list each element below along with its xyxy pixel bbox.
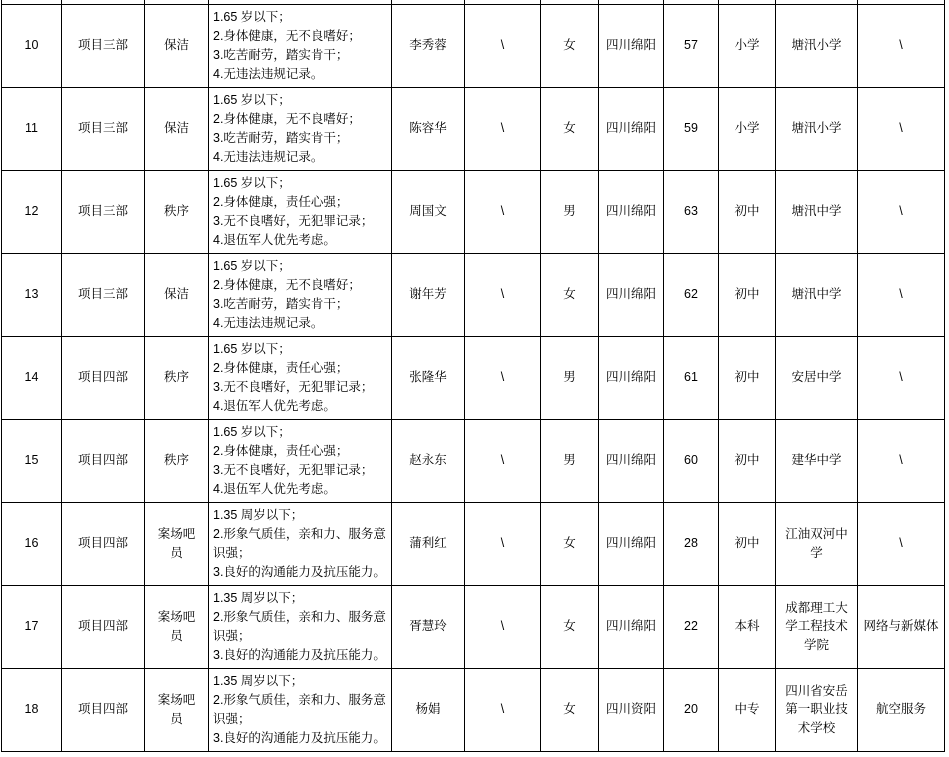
cell-age: 59	[664, 87, 719, 170]
cell-school: 塘汛小学	[776, 4, 858, 87]
cell-gender: 女	[541, 253, 599, 336]
cell-resume-slash: \	[465, 253, 541, 336]
cell-department: 项目三部	[62, 4, 145, 87]
cell-requirements	[209, 170, 392, 253]
cell-department: 项目三部	[62, 253, 145, 336]
cell-department: 项目四部	[62, 419, 145, 502]
requirement-line: 3.无不良嗜好，无犯罪记录；	[213, 379, 374, 394]
cell-requirements	[209, 419, 392, 502]
requirement-line: 1.65 岁以下；	[213, 92, 291, 107]
cell-department: 项目三部	[62, 87, 145, 170]
cell-major: \	[858, 87, 945, 170]
cell-age: 60	[664, 419, 719, 502]
requirement-line: 4.退伍军人优先考虑。	[213, 398, 336, 413]
cell-major: \	[858, 253, 945, 336]
requirement-line: 4.无违法违规记录。	[213, 315, 324, 330]
cell-name: 李秀蓉	[392, 4, 465, 87]
cell-resume-slash: \	[465, 502, 541, 585]
cell-school: 四川省安岳第一职业技术学校	[776, 668, 858, 751]
requirement-line: 3.良好的沟通能力及抗压能力。	[213, 730, 386, 745]
cell-name: 谢年芳	[392, 253, 465, 336]
cell-age: 20	[664, 668, 719, 751]
table-row	[2, 502, 945, 585]
cell-position: 秩序	[145, 336, 209, 419]
cell-education: 初中	[719, 502, 776, 585]
cell-education: 小学	[719, 4, 776, 87]
table-row	[2, 170, 945, 253]
cell-gender: 女	[541, 4, 599, 87]
requirement-line: 2.身体健康，无不良嗜好；	[213, 111, 361, 126]
cell-position: 保洁	[145, 87, 209, 170]
cell-gender: 男	[541, 170, 599, 253]
cell-serial-number: 10	[2, 4, 62, 87]
requirement-line: 1.65 岁以下；	[213, 9, 291, 24]
cell-age: 57	[664, 4, 719, 87]
cell-gender: 男	[541, 419, 599, 502]
cell-major: 航空服务	[858, 668, 945, 751]
cell-serial-number: 12	[2, 170, 62, 253]
cell-education: 小学	[719, 87, 776, 170]
cell-name: 周国文	[392, 170, 465, 253]
requirement-line: 1.35 周岁以下；	[213, 507, 304, 522]
cell-school: 塘汛中学	[776, 253, 858, 336]
cell-resume-slash: \	[465, 668, 541, 751]
cell-school: 安居中学	[776, 336, 858, 419]
cell-origin: 四川绵阳	[599, 502, 664, 585]
cell-education: 初中	[719, 336, 776, 419]
requirement-line: 3.吃苦耐劳，踏实肯干；	[213, 296, 349, 311]
cell-resume-slash: \	[465, 336, 541, 419]
cell-gender: 女	[541, 585, 599, 668]
requirement-line: 2.身体健康，责任心强；	[213, 360, 349, 375]
cell-serial-number: 15	[2, 419, 62, 502]
requirement-line: 3.良好的沟通能力及抗压能力。	[213, 647, 386, 662]
cell-name: 张隆华	[392, 336, 465, 419]
requirement-line: 2.形象气质佳，亲和力、服务意识强；	[213, 609, 386, 643]
cell-school: 江油双河中学	[776, 502, 858, 585]
cell-department: 项目四部	[62, 668, 145, 751]
cell-school: 成都理工大学工程技术学院	[776, 585, 858, 668]
cell-department: 项目四部	[62, 502, 145, 585]
cell-origin: 四川绵阳	[599, 4, 664, 87]
requirement-line: 4.无违法违规记录。	[213, 149, 324, 164]
cell-resume-slash: \	[465, 170, 541, 253]
cell-education: 本科	[719, 585, 776, 668]
cell-age: 28	[664, 502, 719, 585]
cell-position: 案场吧员	[145, 585, 209, 668]
requirement-line: 3.无不良嗜好，无犯罪记录；	[213, 462, 374, 477]
requirement-line: 3.吃苦耐劳，踏实肯干；	[213, 130, 349, 145]
cell-gender: 女	[541, 87, 599, 170]
table-row	[2, 336, 945, 419]
cell-serial-number: 16	[2, 502, 62, 585]
cell-resume-slash: \	[465, 585, 541, 668]
cell-gender: 女	[541, 502, 599, 585]
cell-position: 案场吧员	[145, 502, 209, 585]
cell-education: 中专	[719, 668, 776, 751]
cell-gender: 女	[541, 668, 599, 751]
table-row	[2, 4, 945, 87]
cell-resume-slash: \	[465, 419, 541, 502]
cell-name: 赵永东	[392, 419, 465, 502]
requirement-line: 1.65 岁以下；	[213, 258, 291, 273]
cell-major: \	[858, 170, 945, 253]
cell-major: \	[858, 4, 945, 87]
cell-origin: 四川绵阳	[599, 170, 664, 253]
table-row	[2, 87, 945, 170]
requirement-line: 1.65 岁以下；	[213, 175, 291, 190]
cell-requirements	[209, 502, 392, 585]
table-row	[2, 668, 945, 751]
table-row	[2, 419, 945, 502]
requirement-line: 2.形象气质佳，亲和力、服务意识强；	[213, 692, 386, 726]
cell-origin: 四川资阳	[599, 668, 664, 751]
cell-origin: 四川绵阳	[599, 253, 664, 336]
cell-position: 秩序	[145, 419, 209, 502]
cell-resume-slash: \	[465, 4, 541, 87]
cell-major: \	[858, 336, 945, 419]
requirement-line: 2.身体健康，无不良嗜好；	[213, 28, 361, 43]
cell-origin: 四川绵阳	[599, 585, 664, 668]
requirement-line: 2.身体健康，责任心强；	[213, 443, 349, 458]
requirement-line: 2.形象气质佳，亲和力、服务意识强；	[213, 526, 386, 560]
requirement-line: 1.35 周岁以下；	[213, 673, 304, 688]
requirement-line: 3.良好的沟通能力及抗压能力。	[213, 564, 386, 579]
cell-name: 杨娟	[392, 668, 465, 751]
requirement-line: 3.吃苦耐劳，踏实肯干；	[213, 47, 349, 62]
cell-position: 秩序	[145, 170, 209, 253]
cell-gender: 男	[541, 336, 599, 419]
table-row	[2, 253, 945, 336]
requirement-line: 2.身体健康，责任心强；	[213, 194, 349, 209]
cell-position: 案场吧员	[145, 668, 209, 751]
cell-position: 保洁	[145, 253, 209, 336]
requirement-line: 1.35 周岁以下；	[213, 590, 304, 605]
cell-education: 初中	[719, 253, 776, 336]
requirement-line: 4.退伍军人优先考虑。	[213, 232, 336, 247]
requirement-line: 2.身体健康，无不良嗜好；	[213, 277, 361, 292]
cell-major: 网络与新媒体	[858, 585, 945, 668]
cell-requirements	[209, 253, 392, 336]
cell-school: 建华中学	[776, 419, 858, 502]
cell-origin: 四川绵阳	[599, 419, 664, 502]
cell-education: 初中	[719, 419, 776, 502]
cell-education: 初中	[719, 170, 776, 253]
cell-department: 项目四部	[62, 336, 145, 419]
cell-name: 陈容华	[392, 87, 465, 170]
cell-serial-number: 18	[2, 668, 62, 751]
table-row	[2, 585, 945, 668]
cell-serial-number: 17	[2, 585, 62, 668]
requirement-line: 1.65 岁以下；	[213, 341, 291, 356]
cell-serial-number: 11	[2, 87, 62, 170]
cell-age: 63	[664, 170, 719, 253]
cell-requirements	[209, 336, 392, 419]
cell-origin: 四川绵阳	[599, 336, 664, 419]
requirement-line: 4.退伍军人优先考虑。	[213, 481, 336, 496]
cell-age: 62	[664, 253, 719, 336]
cell-major: \	[858, 419, 945, 502]
cell-age: 22	[664, 585, 719, 668]
cell-requirements	[209, 668, 392, 751]
cell-major: \	[858, 502, 945, 585]
cell-serial-number: 13	[2, 253, 62, 336]
cell-resume-slash: \	[465, 87, 541, 170]
cell-serial-number: 14	[2, 336, 62, 419]
cell-requirements	[209, 87, 392, 170]
requirement-line: 4.无违法违规记录。	[213, 66, 324, 81]
requirement-line: 1.65 岁以下；	[213, 424, 291, 439]
cell-requirements	[209, 585, 392, 668]
cell-position: 保洁	[145, 4, 209, 87]
recruitment-table	[1, 0, 945, 752]
cell-age: 61	[664, 336, 719, 419]
cell-origin: 四川绵阳	[599, 87, 664, 170]
requirement-line: 3.无不良嗜好，无犯罪记录；	[213, 213, 374, 228]
cell-department: 项目四部	[62, 585, 145, 668]
cell-name: 胥慧玲	[392, 585, 465, 668]
cell-department: 项目三部	[62, 170, 145, 253]
cell-requirements	[209, 4, 392, 87]
cell-name: 蒲利红	[392, 502, 465, 585]
cell-school: 塘汛中学	[776, 170, 858, 253]
cell-school: 塘汛小学	[776, 87, 858, 170]
